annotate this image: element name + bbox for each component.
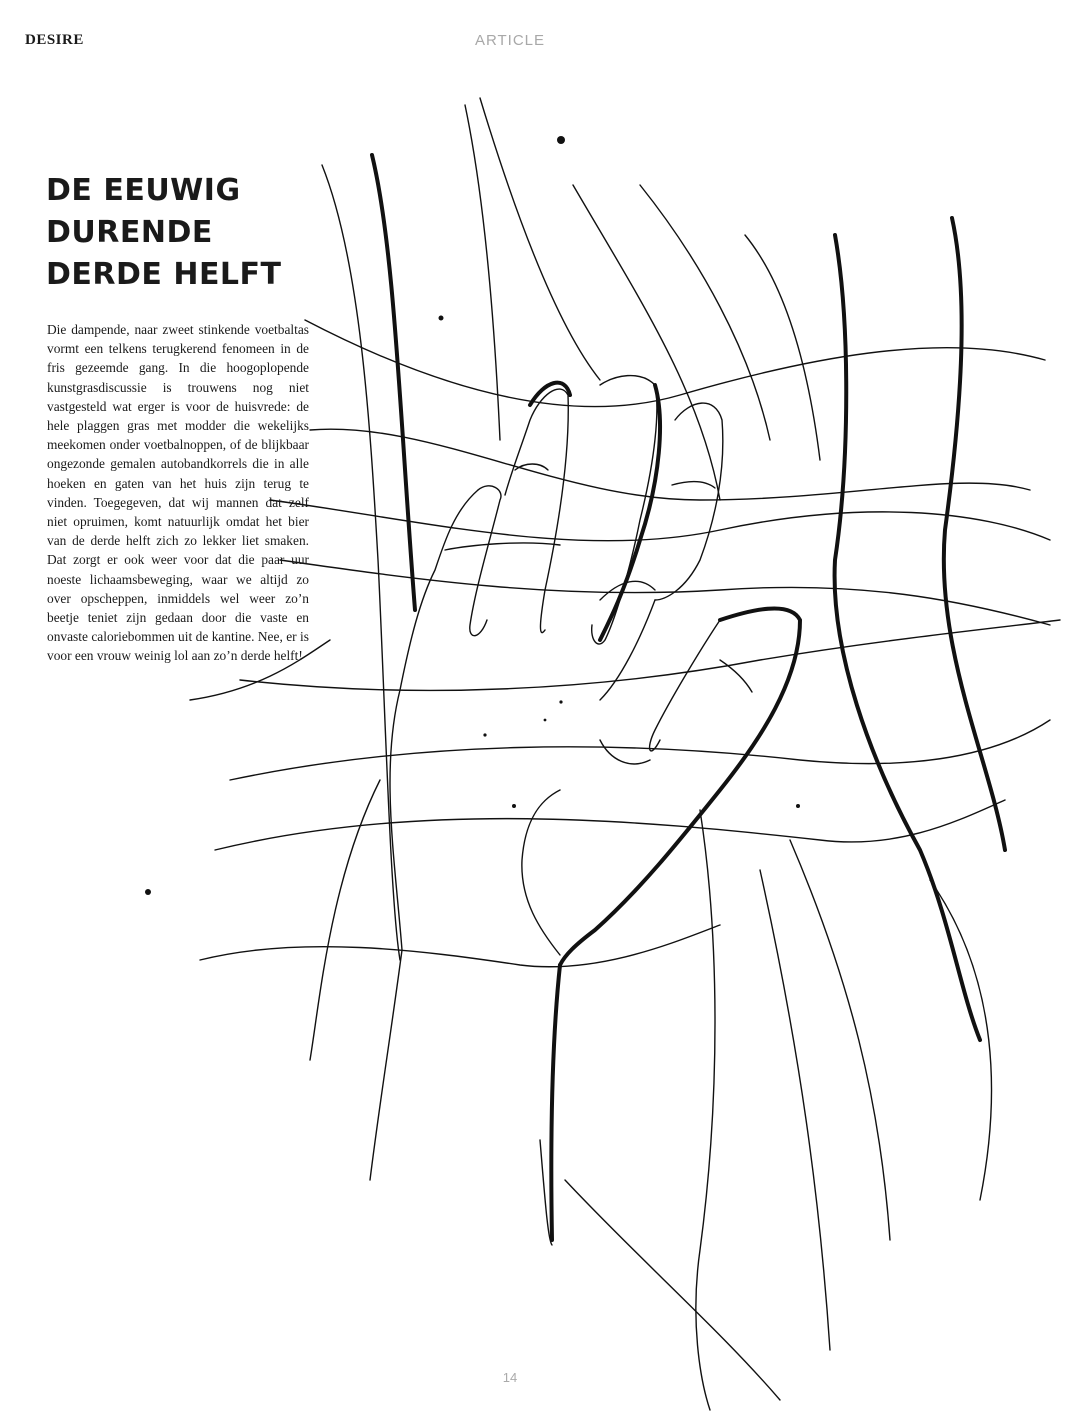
article-title — [46, 170, 282, 296]
page-number: 14 — [502, 1370, 518, 1385]
article-body: Die dampende, naar zweet stinkende voetbaltas vormt een telkens terugkerend fenomeen in de fris gezeemde gang. In die hoogoplopende kunstgrasdiscussie is trouwens nog niet vastgesteld wat erger is voor de huisvrede: de hele plaggen gras met modder die wekelijks meekomen onder voetbalnoppen, of de blijkbaar ongezonde gemalen autobandkorrels die in alle hoeken en gaten van het huis zijn terug te vinden. Toegegeven, dat wij mannen dat zelf niet opruimen, komt natuurlijk omdat het bier van de derde helft zich zo lekker liet smaken. Dat zorgt er ook weer voor dat die paar uur noeste lichaamsbeweging, waar we altijd zo over opscheppen, inmiddels wel weer zo’n beetje teniet zijn gedaan door die vaste en onvaste caloriebommen uit de kantine. Nee, er is voor een vrouw weinig lol aan zo’n derde helft! — [47, 322, 309, 664]
section-label: ARTICLE — [474, 32, 546, 49]
masthead: DESIRE — [25, 32, 84, 48]
title-line: DERDE HELFT — [46, 257, 282, 292]
title-line: DURENDE — [46, 215, 213, 250]
title-line: DE EEUWIG — [46, 173, 241, 208]
